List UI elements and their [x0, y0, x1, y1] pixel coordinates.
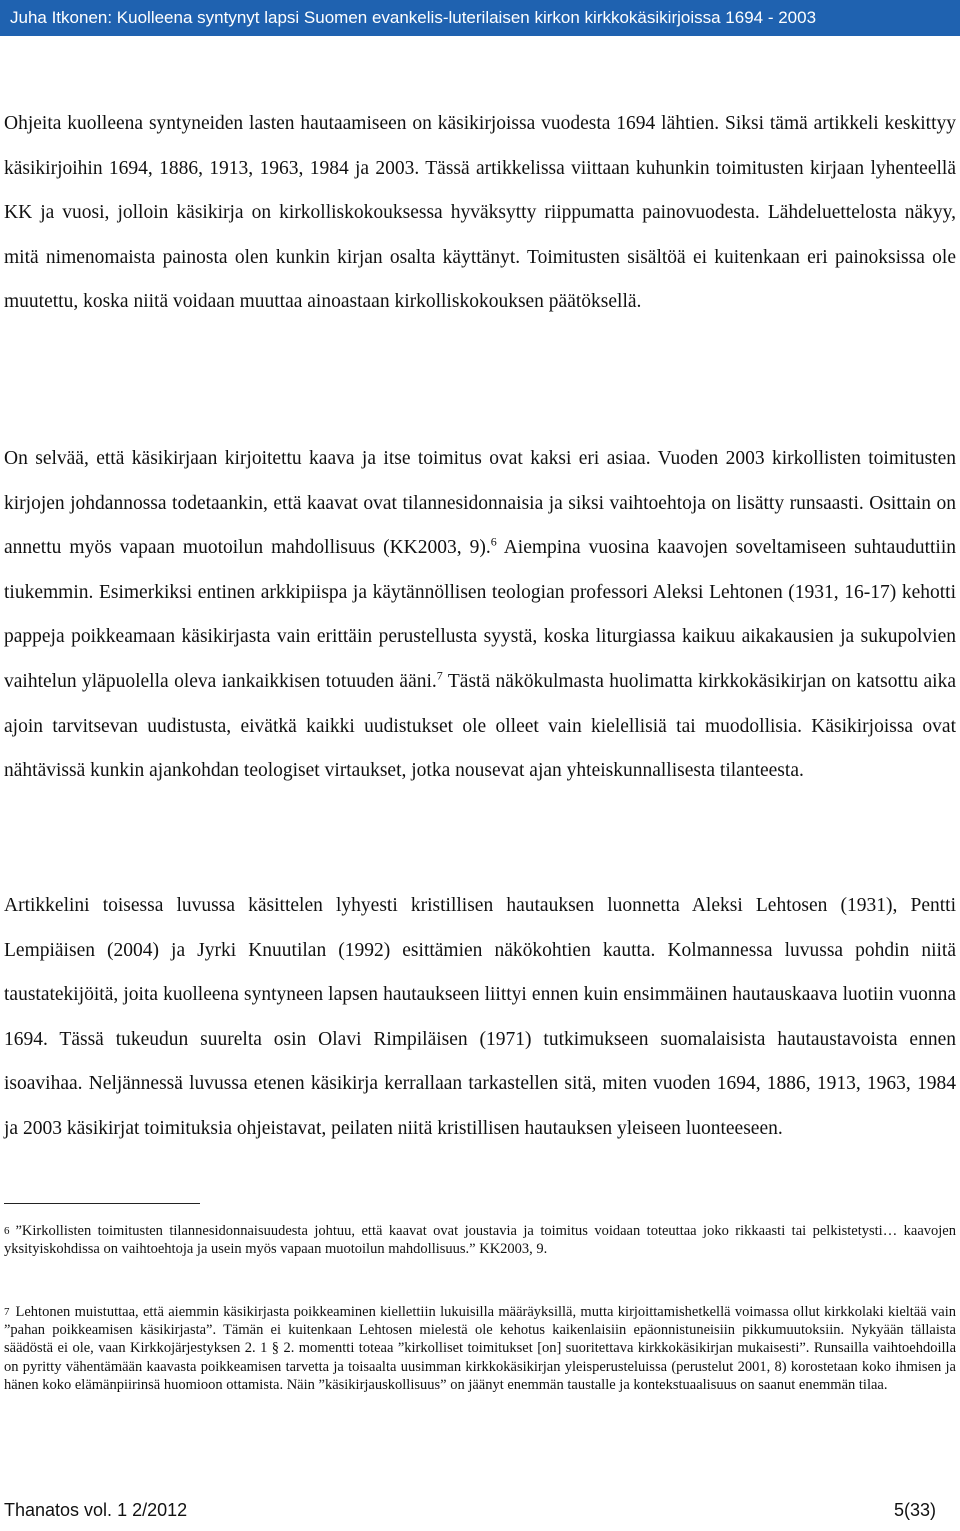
body-paragraph-3: [4, 884, 956, 1152]
footnote-ref-6[interactable]: 6: [490, 534, 497, 549]
paragraph-segment: Aiempina vuosina kaavojen soveltamiseen suhtauduttiin tiukemmin. Esimerkiksi entinen arkkipiispa ja käytännöllisen teologian professori Aleksi Lehtonen (1931, 16-17) kehotti pappeja poikkeamaan käsikirjasta vain erittäin perustellusta syystä, koska liturgiassa kaikuu aikakausien ja sukupolvien vaihtelun yläpuolella oleva iankaikkisen totuuden ääni.: [4, 537, 956, 692]
page-number: 5(33): [893, 1500, 936, 1520]
footnote-number: 6: [4, 1225, 10, 1237]
journal-citation: Thanatos vol. 1 2/2012: [4, 1500, 188, 1520]
paragraph-segment: On selvää, että käsikirjaan kirjoitettu kaava ja itse toimitus ovat kaksi eri asiaa. Vuoden 2003 kirkollisten toimitusten kirjojen johdannossa todetaankin, että kaavat ovat tilannesidonnaisia ja siksi vaihtoehtoja on lisätty runsaasti. Osittain on annettu myös vapaan muotoilun mahdollisuus (KK2003, 9).: [4, 448, 956, 559]
running-header: [0, 0, 960, 36]
paragraph-text: Ohjeita kuolleena syntyneiden lasten hautaamiseen on käsikirjoissa vuodesta 1694 lähtien. Siksi tämä artikkeli keskittyy käsikirjoihin 1694, 1886, 1913, 1963, 1984 ja 2003. Tässä artikkelissa viittaan kuhunkin toimitusten kirjaan lyhenteellä KK ja vuosi, jolloin käsikirja on kirkolliskokouksessa hyväksytty riippumatta painovuodesta. Lähdeluettelosta näkyy, mitä nimenomaista painosta olen kunkin kirjan osalta käyttänyt. Toimitusten sisältöä ei kuitenkaan eri painoksissa ole muutettu, koska niitä voidaan muuttaa ainoastaan kirkolliskokouksen päätöksellä.: [4, 113, 956, 313]
footnote-7: [4, 1303, 956, 1394]
body-paragraph-2: [4, 437, 956, 794]
footnote-body: Lehtonen muistuttaa, että aiemmin käsikirjasta poikkeaminen kiellettiin lukuisilla määräyksillä, mutta kirjoittamishetkellä voimassa ollut kirkkolaki kieltää vain ”pahan poikkeamisen käsikirjasta”. Tämän ei kuitenkaan Lehtosen mielestä ole kehotus kaikenlaisiin epäonnistuneisiin pikkumuutoksiin. Nykyään tällaista säädöstä ei ole, vaan Kirkkojärjestyksen 2. 1 § 2. momentti toteaa ”kirkolliset toimitukset [on] suoritettava kirkkokäsikirjan mukaisesti”. Runsailla vaihtoehdoilla on pyritty vähentämään kaavasta poikkeamisen tarvetta ja toisaalta uusimman kirkkokäsikirjan yleisperusteluissa (perustelut 2001, 8) korostetaan koko ihmisen ja hänen koko elämänpiirinsä huomioon ottamista. Näin ”käsikirjauskollisuus” on jäänyt enemmän taustalle ja kontekstuaalisuus on saanut enemmän tilaa.: [4, 1304, 956, 1393]
page-footer: [4, 1500, 936, 1526]
footnote-body: ”Kirkollisten toimitusten tilannesidonnaisuudesta johtuu, että kaavat ovat joustavia ja toimitus voidaan toteuttaa joko rikkaasti tai pelkistetysti… kaavojen yksityiskohdissa on vaihtoehtoja ja usein myös vapaan muotoilun mahdollisuus.” KK2003, 9.: [4, 1223, 956, 1258]
paragraph-text: [4, 437, 956, 794]
footnote-text: [4, 1303, 956, 1394]
header-title: Juha Itkonen: Kuolleena syntynyt lapsi Suomen evankelis-luterilaisen kirkon kirkkokäsikirjoissa 1694 - 2003: [10, 8, 817, 27]
footnote-6: [4, 1222, 956, 1258]
paragraph-text: Artikkelini toisessa luvussa käsittelen lyhyesti kristillisen hautauksen luonnetta Aleksi Lehtosen (1931), Pentti Lempiäisen (2004) ja Jyrki Knuutilan (1992) esittämien näkökohtien kautta. Kolmannessa luvussa pohdin niitä taustatekijöitä, joita kuolleena syntyneen lapsen hautaukseen liittyi ennen kuin ensimmäinen hautauskaava luotiin vuonna 1694. Tässä tukeudun suurelta osin Olavi Rimpiläisen (1971) tutkimukseen suomalaisista hautaustavoista ennen isoavihaa. Neljännessä luvussa etenen käsikirja kerrallaan tarkastellen sitä, miten vuoden 1694, 1886, 1913, 1963, 1984 ja 2003 käsikirjat toimituksia ohjeistavat, peilaten niitä kristillisen hautauksen yleiseen luonteeseen.: [4, 895, 956, 1139]
paragraph-segment: Tästä näkökulmasta huolimatta kirkkokäsikirjan on katsottu aika ajoin tarvitsevan uudistusta, eivätkä kaikki uudistukset ole olleet vain kielellisiä tai muodollisia. Käsikirjoissa ovat nähtävissä kunkin ajankohdan teologiset virtaukset, jotka nousevat ajan yhteiskunnallisesta tilanteesta.: [4, 670, 956, 782]
footnote-number: 7: [4, 1306, 10, 1318]
footnote-separator: [4, 1203, 200, 1204]
footnote-text: [4, 1222, 956, 1258]
footnote-ref-7[interactable]: 7: [436, 668, 443, 683]
body-paragraph-1: [4, 102, 956, 325]
